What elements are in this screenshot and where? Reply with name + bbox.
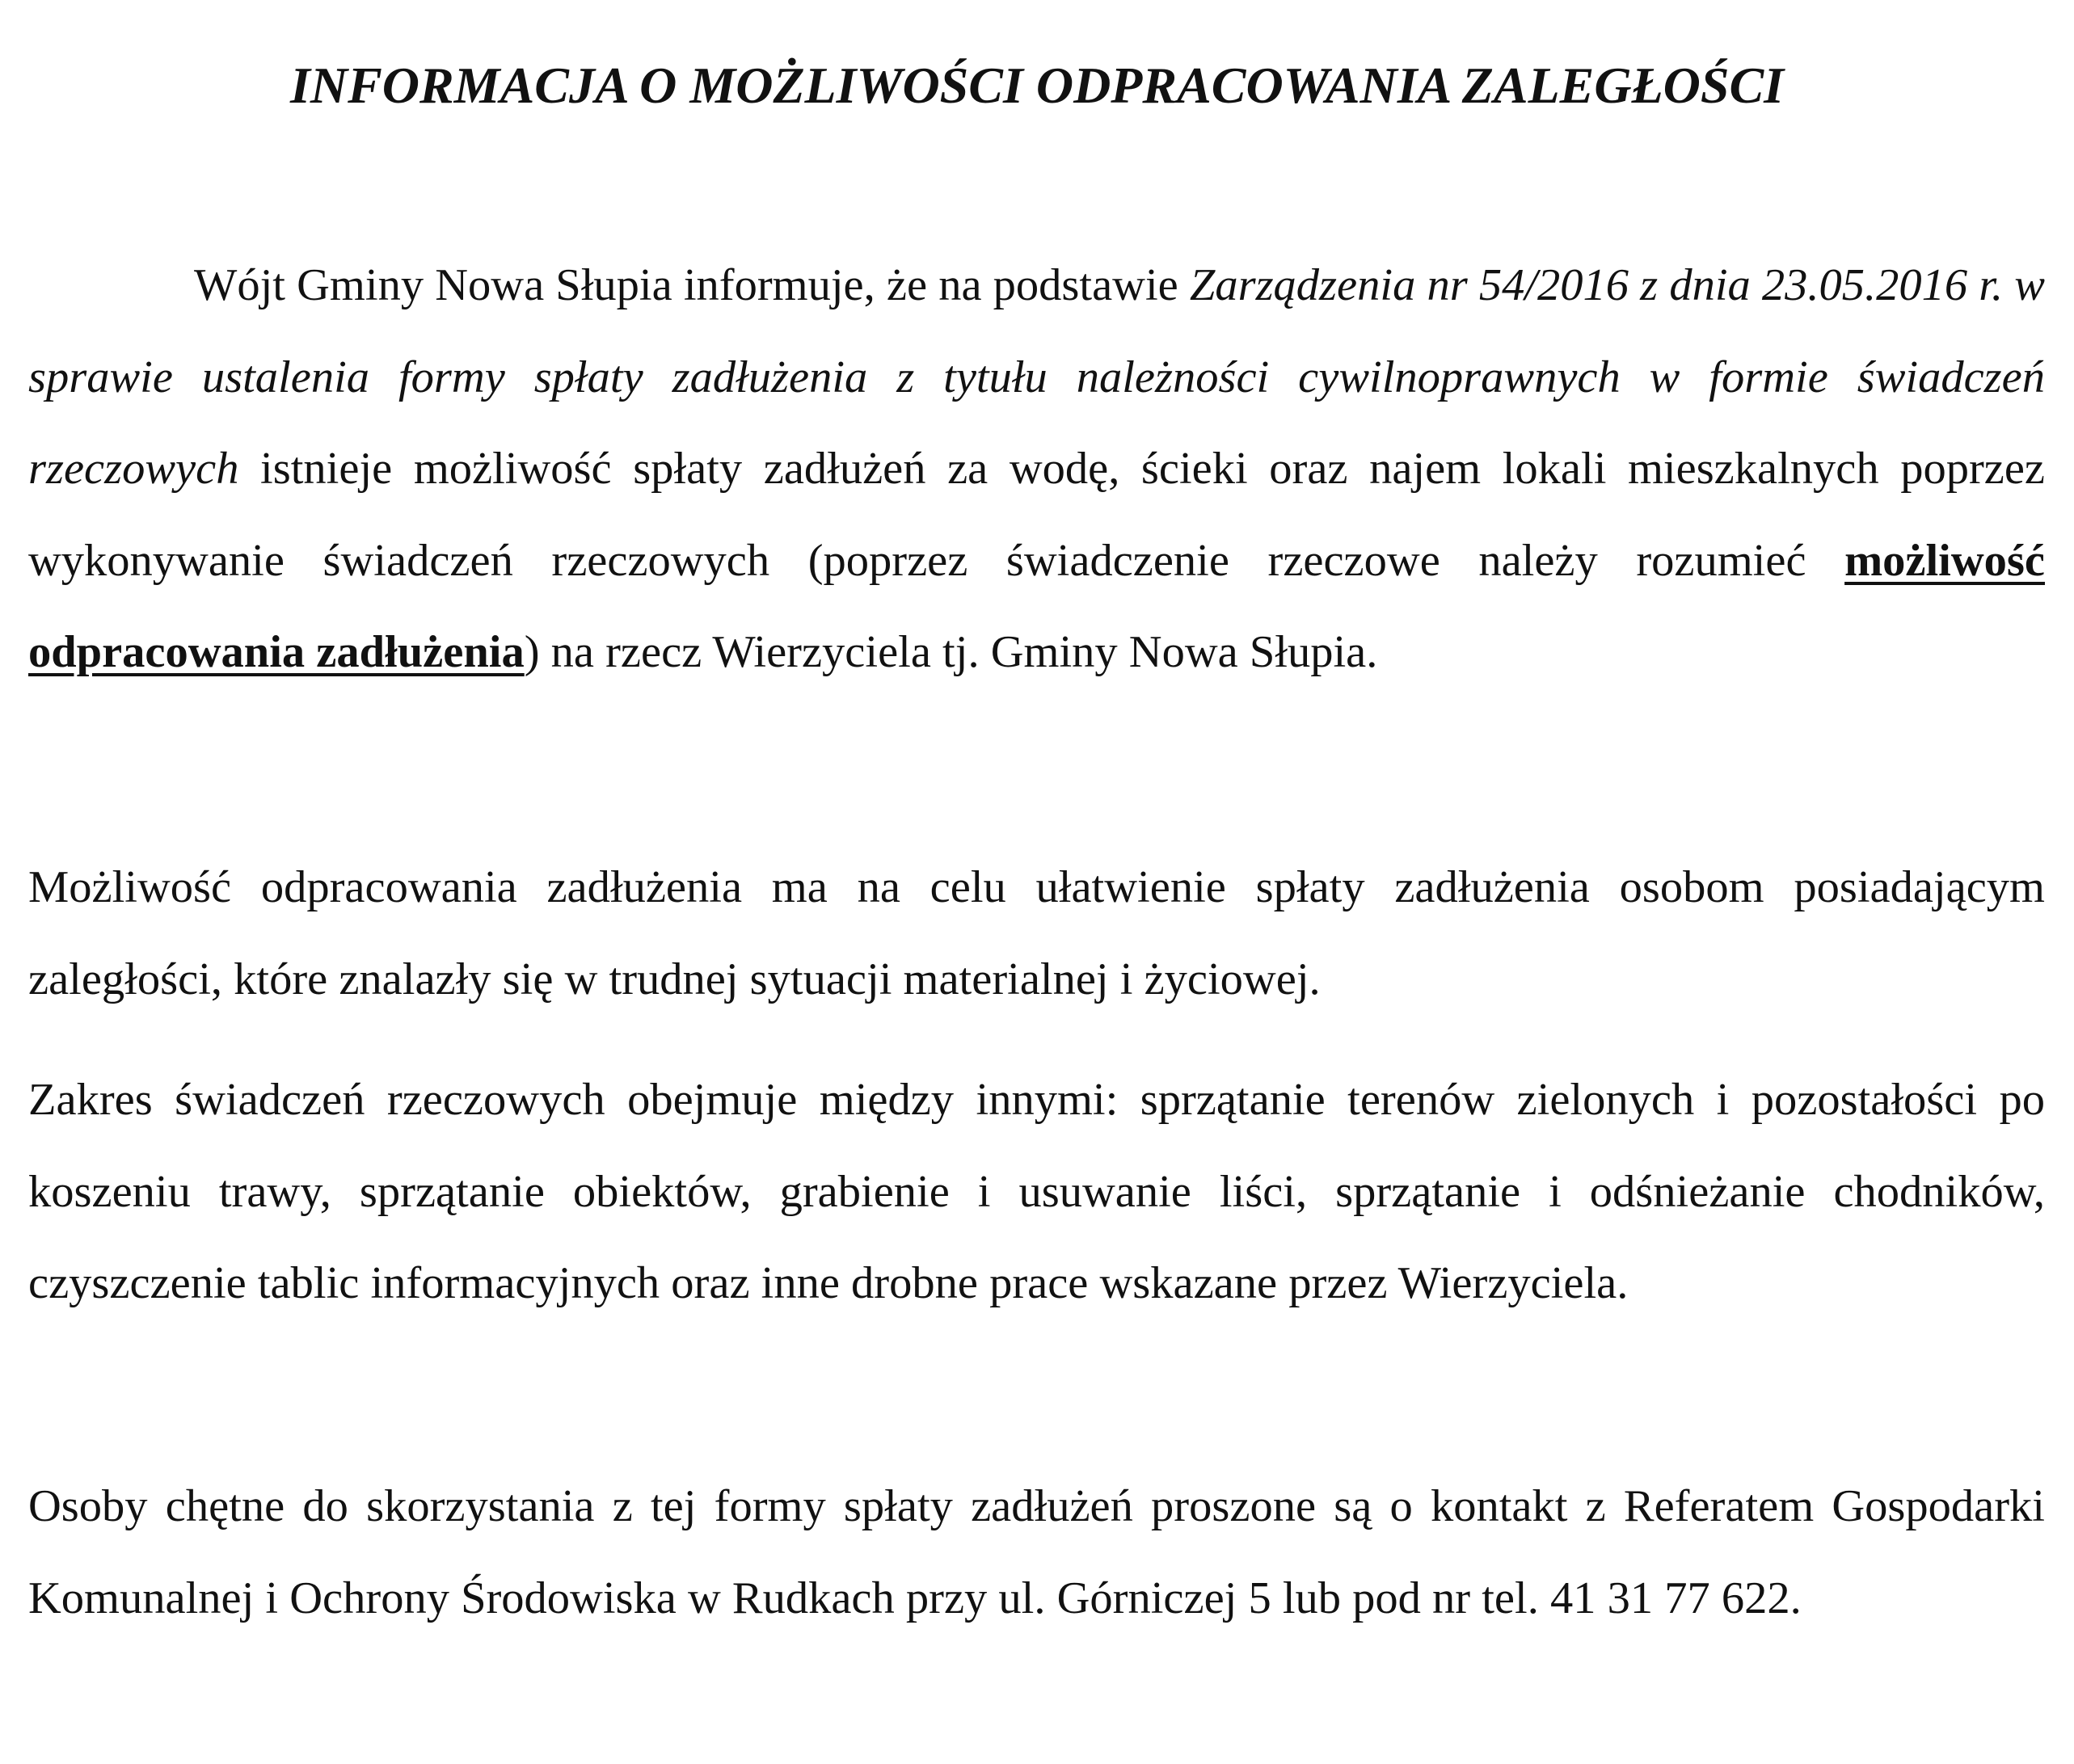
paragraph-purpose: Możliwość odpracowania zadłużenia ma na celu ułatwienie spłaty zadłużenia osobom posiadającym zaległości, które znalazły się w trudnej sytuacji materialnej i życiowej.	[28, 862, 2045, 1004]
announcement-ending: ) na rzecz Wierzyciela tj. Gminy Nowa Słupia.	[524, 627, 1378, 677]
paragraph-contact: Osoby chętne do skorzystania z tej formy spłaty zadłużeń proszone są o kontakt z Referatem Gospodarki Komunalnej i Ochrony Środowiska w Rudkach przy ul. Górniczej 5 lub pod nr tel. 41 31 77 622.	[28, 1481, 2045, 1623]
emphasized-phrase: możliwość odpracowania zadłużenia	[28, 535, 2045, 677]
regulation-reference: Zarządzenia nr 54/2016 z dnia 23.05.2016 r. w sprawie ustalenia formy spłaty zadłużenia z tytułu należności cywilnoprawnych w formie świadczeń rzeczowych	[28, 260, 2045, 494]
document-title: INFORMACJA O MOŻLIWOŚCI ODPRACOWANIA ZALEGŁOŚCI	[289, 57, 1785, 114]
paragraph-scope: Zakres świadczeń rzeczowych obejmuje między innymi: sprzątanie terenów zielonych i pozostałości po koszeniu trawy, sprzątanie obiektów, grabienie i usuwanie liści, sprzątanie i odśnieżanie chodników, czyszczenie tablic informacyjnych oraz inne drobne prace wskazane przez Wierzyciela.	[28, 1075, 2045, 1308]
announcement-body: istnieje możliwość spłaty zadłużeń za wodę, ścieki oraz najem lokali mieszkalnych poprzez wykonywanie świadczeń rzeczowych (poprzez świadczenie rzeczowe należy rozumieć	[28, 444, 2045, 586]
paragraph-announcement	[28, 240, 2045, 699]
announcement-intro: Wójt Gminy Nowa Słupia informuje, że na podstawie	[194, 260, 1190, 310]
